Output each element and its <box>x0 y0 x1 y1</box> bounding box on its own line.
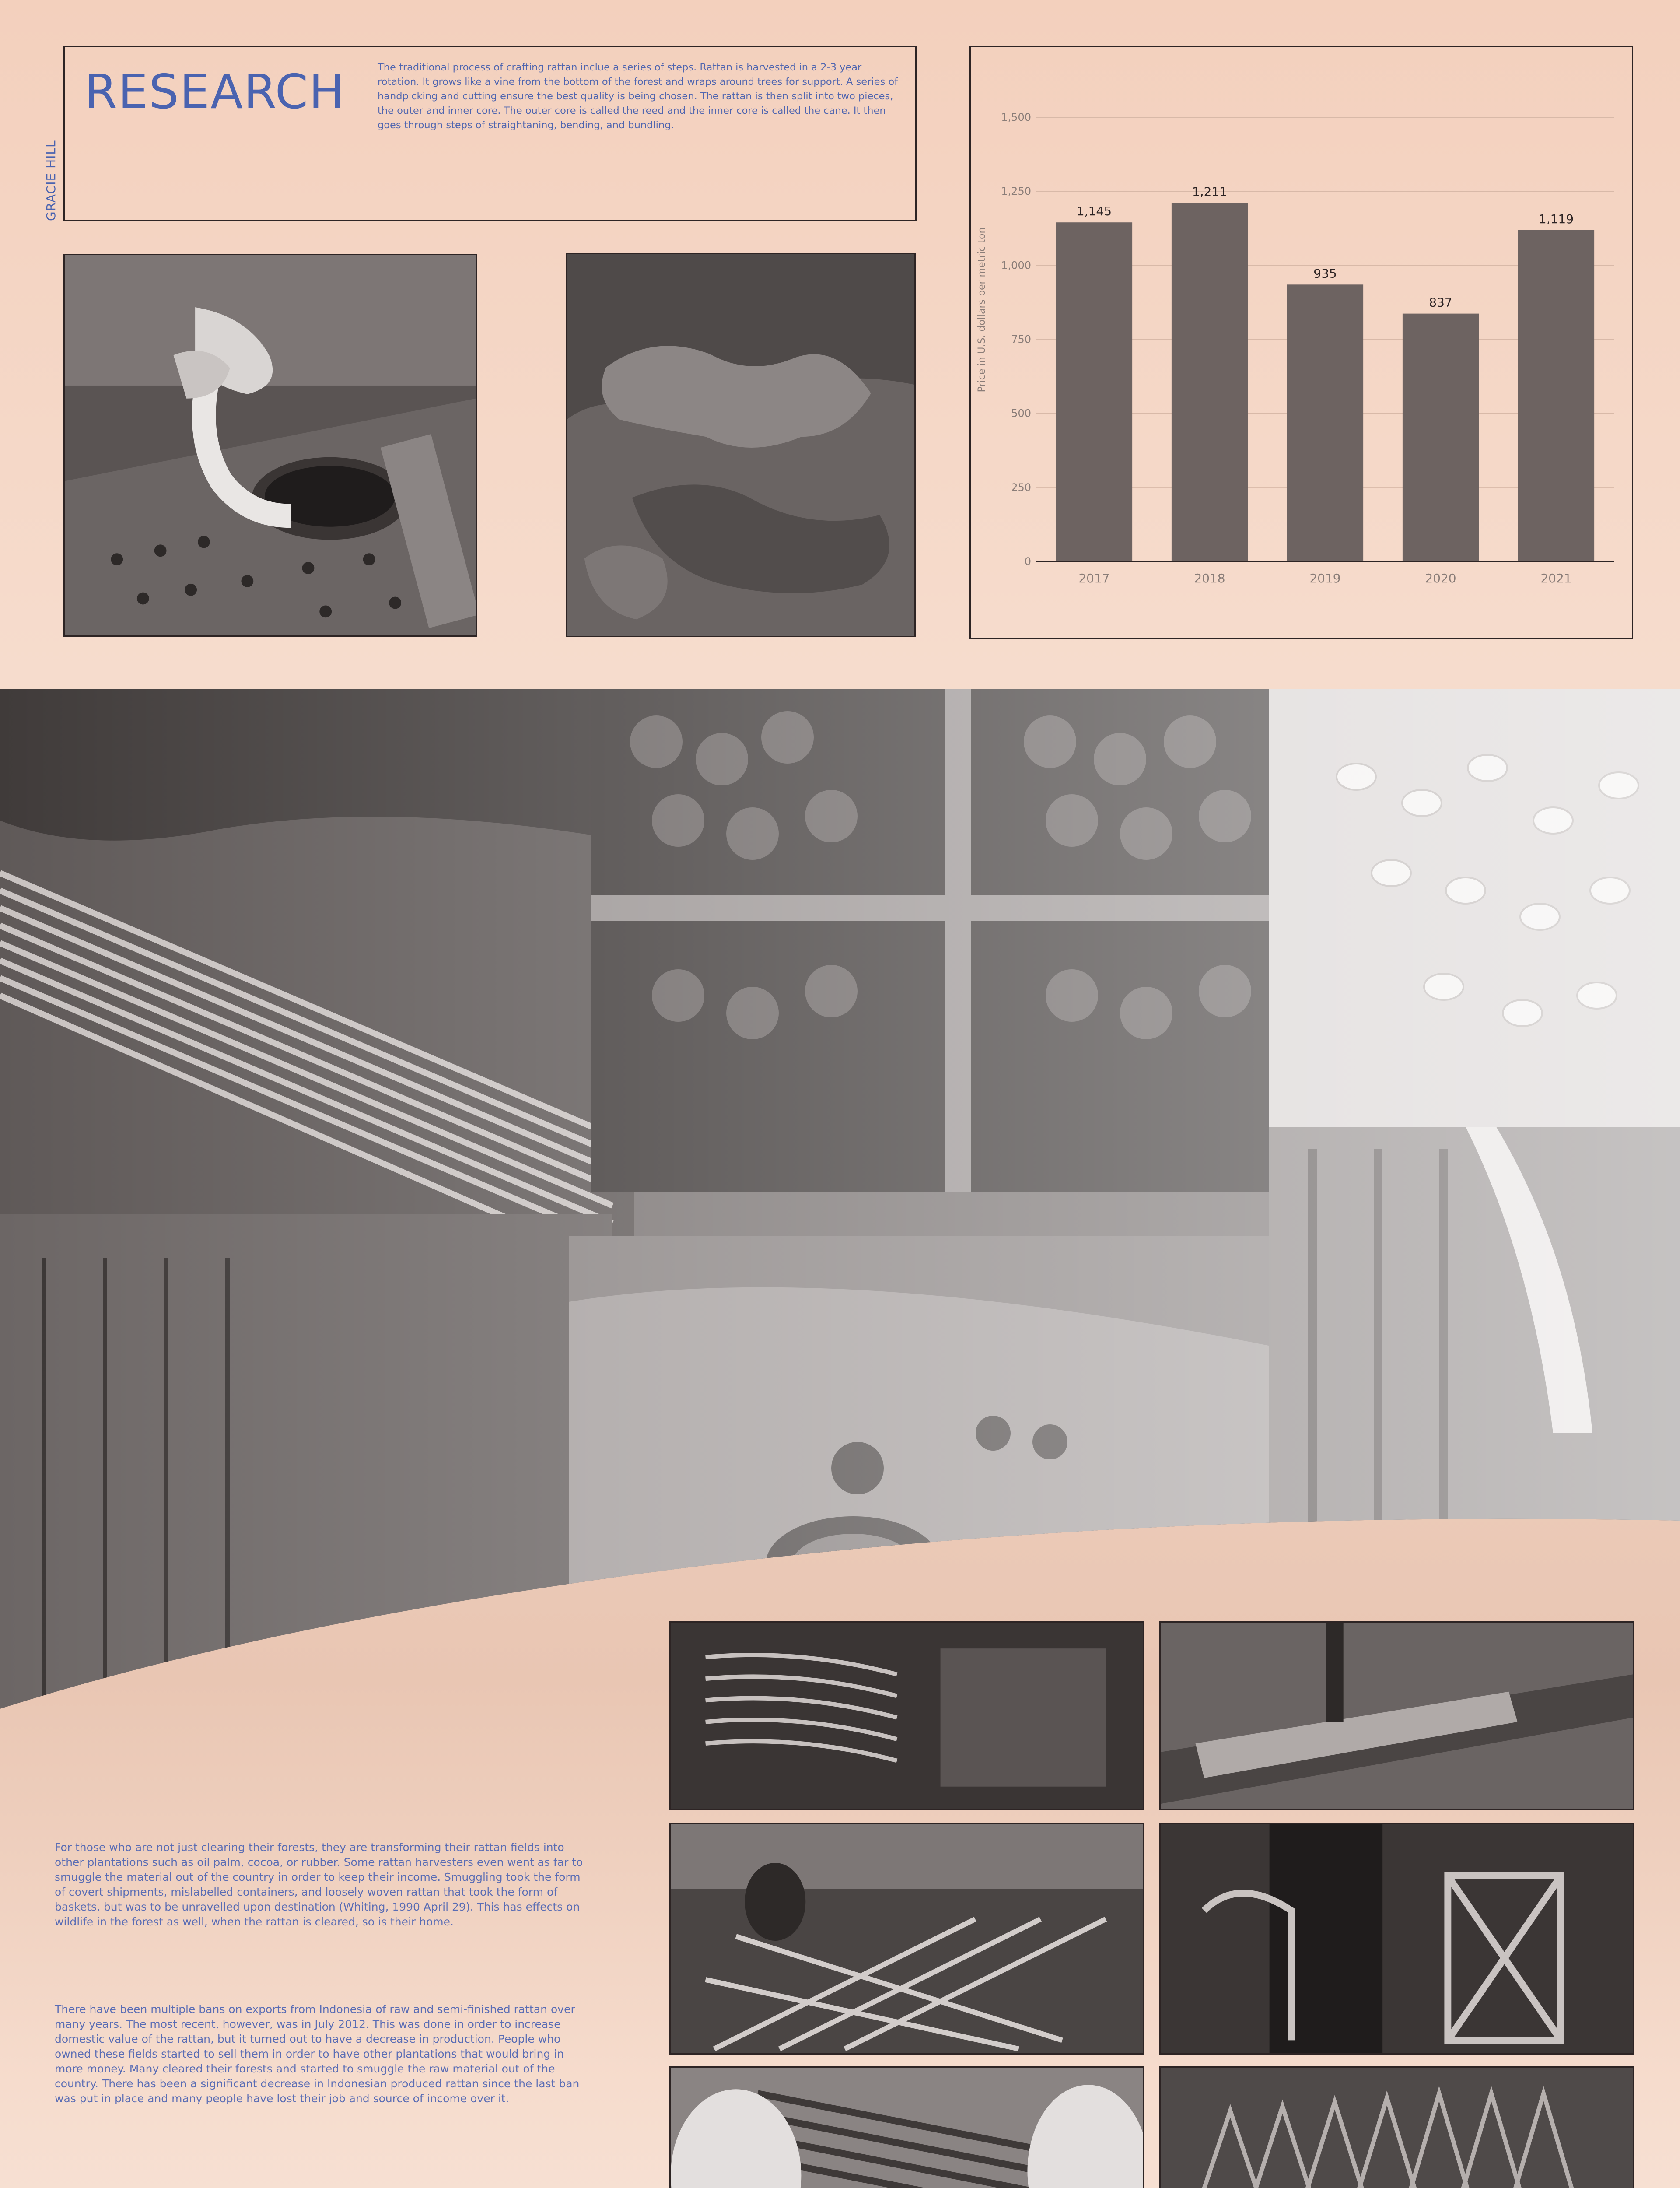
page-title: RESEARCH <box>84 65 346 119</box>
paragraph-export-bans: There have been multiple bans on exports from Indonesia of raw and semi-finished rattan over many years. The most recent, however, was in July 2012. This was done in order to increase domestic value of the rattan, but it turned out to have a decrease in production. People who owned these fields started to sell them in order to have other plantations that would bring in more money. Many cleared their forests and started to smuggle the raw material out of the country. There has been a significant decrease in Indonesian produced rattan since the last ban was put in place and many people have lost their job and source of income over it. <box>55 2003 580 2105</box>
chart-bar <box>1056 222 1132 561</box>
photo-terrain <box>566 253 916 637</box>
photo-chair-assembly <box>1159 1823 1634 2055</box>
chart-y-tick-label: 1,250 <box>1001 185 1031 198</box>
chart-value-label: 935 <box>1313 266 1337 281</box>
chart-y-tick-label: 1,500 <box>1001 111 1031 123</box>
chart-y-tick-label: 1,000 <box>1001 259 1031 272</box>
chart-bar <box>1518 230 1594 561</box>
chart-value-label: 837 <box>1429 295 1452 310</box>
chart-x-tick-label: 2020 <box>1425 571 1456 586</box>
chart-x-tick-label: 2021 <box>1540 571 1572 586</box>
chart-bar <box>1287 284 1363 561</box>
paragraph-smuggling: For those who are not just clearing their forests, they are transforming their rattan fields into other plantations such as oil palm, cocoa, or rubber. Some rattan harvesters even went as far to smuggle the material out of the country in order to keep their income. Smuggling took the form of covert shipments, mislabelled containers, and loosely woven rattan that took the form of baskets, but was to be unravelled upon destination (Whiting, 1990 April 29). This has effects on wildlife in the forest as well, when the rattan is cleared, so is their home. <box>55 1841 583 1928</box>
chart-x-tick-label: 2017 <box>1078 571 1110 586</box>
photo-hand-weaving <box>669 2066 1144 2188</box>
chart-x-tick-label: 2019 <box>1309 571 1341 586</box>
research-header-box <box>63 46 917 221</box>
chart-y-tick-label: 750 <box>1011 333 1031 346</box>
chart-value-label: 1,145 <box>1076 204 1112 219</box>
chart-x-tick-label: 2018 <box>1194 571 1225 586</box>
author-name: GRACIE HILL <box>44 140 58 221</box>
chart-y-axis-label: Price in U.S. dollars per metric ton <box>976 227 987 393</box>
price-bar-chart <box>971 47 1632 638</box>
photo-metal-bar <box>1159 1621 1634 1810</box>
chart-y-tick-label: 250 <box>1011 481 1031 494</box>
chart-bar <box>1172 203 1248 561</box>
intro-paragraph: The traditional process of crafting rattan inclue a series of steps. Rattan is harvested in a 2-3 year rotation. It grows like a vine from the bottom of the forest and wraps around trees for support. A series of handpicking and cutting ensure the best quality is being chosen. The rattan is then split into two pieces, the outer and inner core. The outer core is called the reed and the inner core is called the cane. It then goes through steps of straightaning, bending, and bundling. <box>378 62 898 131</box>
chart-y-tick-label: 0 <box>1024 555 1031 568</box>
chart-bar <box>1403 314 1479 561</box>
photo-workshop-frames <box>669 1621 1144 1810</box>
price-chart-panel <box>970 46 1633 639</box>
photo-frame-welding <box>669 1823 1144 2055</box>
chart-y-tick-label: 500 <box>1011 407 1031 420</box>
photo-stacked-chairs <box>1159 2066 1634 2188</box>
rattan-harvest-collage <box>0 689 1680 1709</box>
chart-value-label: 1,119 <box>1538 211 1574 226</box>
chart-value-label: 1,211 <box>1192 184 1228 199</box>
photo-hands-bending-rattan <box>63 254 477 637</box>
